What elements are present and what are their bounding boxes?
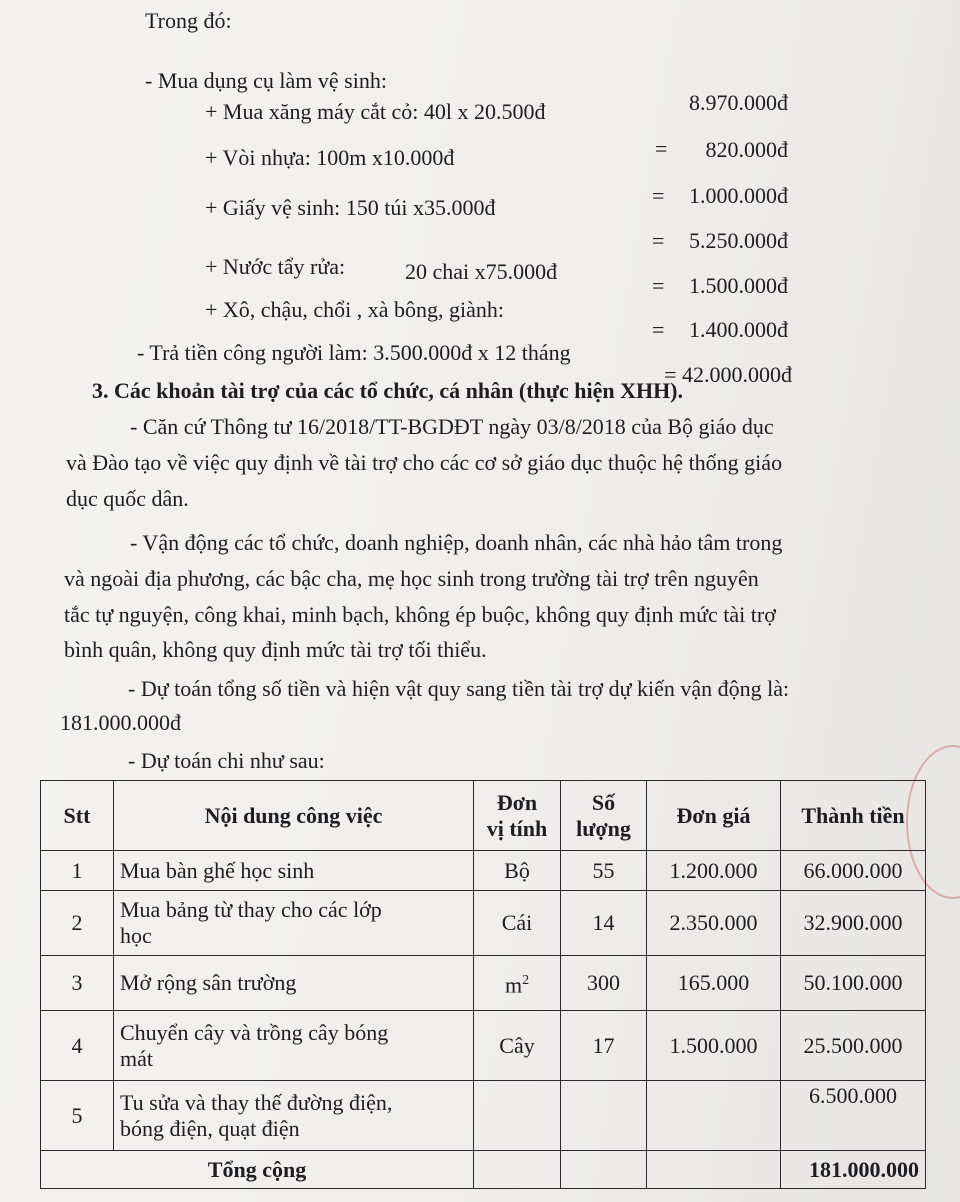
paragraph-line: và ngoài địa phương, các bậc cha, mẹ học sinh trong trường tài trợ trên nguyên <box>64 566 759 591</box>
row-content <box>114 1081 474 1151</box>
paragraph-line: tắc tự nguyện, công khai, minh bạch, không ép buộc, không quy định mức tài trợ <box>64 602 776 627</box>
header-price: Đơn giá <box>647 781 781 851</box>
cleaning-item-label: + Mua xăng máy cắt cỏ: 40l x 20.500đ <box>205 99 546 124</box>
row-price: 2.350.000 <box>647 891 781 956</box>
row-content-line1: Chuyển cây và trồng cây bóng <box>120 1019 389 1045</box>
row-total: 6.500.000 <box>781 1081 926 1151</box>
paragraph-line: bình quân, không quy định mức tài trợ tối thiểu. <box>64 637 487 662</box>
row-content <box>114 891 474 956</box>
header-qty <box>561 781 647 851</box>
table-row <box>41 1081 926 1151</box>
total-empty-cell <box>474 1151 561 1189</box>
row-unit <box>474 1081 561 1151</box>
row-price: 1.500.000 <box>647 1011 781 1081</box>
cleaning-item-amount: 5.250.000đ <box>689 228 788 253</box>
cleaning-item-label: + Giấy vệ sinh: 150 túi x35.000đ <box>205 195 496 220</box>
cleaning-item-eq: = <box>652 273 665 298</box>
sponsorship-total-amount: 181.000.000đ <box>60 710 181 735</box>
row-content-line2: mát <box>120 1045 153 1071</box>
cleaning-item-label: + Nước tẩy rửa: <box>205 254 346 279</box>
row-unit <box>474 956 561 1011</box>
table-row <box>41 891 926 956</box>
row-unit-text: m <box>504 972 523 998</box>
row-qty: 55 <box>561 851 647 891</box>
cleaning-item-amount: 1.000.000đ <box>689 183 788 208</box>
header-total: Thành tiền <box>781 781 926 851</box>
paragraph-line: - Căn cứ Thông tư 16/2018/TT-BGDĐT ngày 03/8/2018 của Bộ giáo dục <box>130 414 774 439</box>
table-total-row <box>41 1151 926 1189</box>
total-empty-cell <box>647 1151 781 1189</box>
header-qty-line1: Số <box>591 789 616 815</box>
row-content-line1: Tu sửa và thay thế đường điện, <box>120 1089 393 1115</box>
paragraph-line: - Vận động các tổ chức, doanh nghiệp, doanh nhân, các nhà hảo tâm trong <box>130 530 783 555</box>
header-unit-line2: vị tính <box>486 815 548 841</box>
row-qty: 17 <box>561 1011 647 1081</box>
row-qty: 300 <box>561 956 647 1011</box>
row-stt: 4 <box>41 1011 114 1081</box>
total-label: Tổng cộng <box>41 1151 474 1189</box>
table-header-row <box>41 781 926 851</box>
cleaning-subtotal: 8.970.000đ <box>689 90 788 115</box>
budget-table <box>40 780 926 1189</box>
row-price: 165.000 <box>647 956 781 1011</box>
cleaning-item-qty: 20 chai x75.000đ <box>405 259 558 284</box>
row-unit: Cái <box>474 891 561 956</box>
row-content-line1: Mở rộng sân trường <box>120 970 297 995</box>
row-price <box>647 1081 781 1151</box>
row-stt: 2 <box>41 891 114 956</box>
row-content <box>114 851 474 891</box>
row-unit-superscript: 2 <box>522 972 530 988</box>
cleaning-item-eq: = <box>652 183 665 208</box>
row-content-line2: bóng điện, quạt điện <box>120 1115 300 1141</box>
row-content-line1: Mua bảng từ thay cho các lớp <box>120 897 382 922</box>
row-content <box>114 1011 474 1081</box>
row-total: 66.000.000 <box>781 851 926 891</box>
row-content-line1: Mua bàn ghế học sinh <box>120 857 315 883</box>
cleaning-item-amount: 1.500.000đ <box>689 273 788 298</box>
row-unit: Cây <box>474 1011 561 1081</box>
header-qty-line2: lượng <box>576 815 631 841</box>
row-price: 1.200.000 <box>647 851 781 891</box>
labor-amount: = 42.000.000đ <box>664 362 792 387</box>
cleaning-item-eq: = <box>652 228 665 253</box>
cleaning-heading: - Mua dụng cụ làm vệ sinh: <box>145 68 387 93</box>
header-content: Nội dung công việc <box>114 781 474 851</box>
total-empty-cell <box>561 1151 647 1189</box>
header-unit-line1: Đơn <box>496 789 538 815</box>
cleaning-item-label: + Vòi nhựa: 100m x10.000đ <box>205 145 455 170</box>
cleaning-item-label: + Xô, chậu, chổi , xà bông, giành: <box>205 297 504 322</box>
row-stt: 3 <box>41 956 114 1011</box>
row-stt: 1 <box>41 851 114 891</box>
row-total: 32.900.000 <box>781 891 926 956</box>
section-3-title: 3. Các khoản tài trợ của các tổ chức, cá nhân (thực hiện XHH). <box>92 378 684 403</box>
trong-do-label: Trong đó: <box>145 8 232 33</box>
cleaning-item-eq: = <box>652 317 665 342</box>
row-total: 25.500.000 <box>781 1011 926 1081</box>
table-row <box>41 1011 926 1081</box>
paragraph-line: dục quốc dân. <box>66 486 189 511</box>
row-unit: Bộ <box>474 851 561 891</box>
row-qty: 14 <box>561 891 647 956</box>
paragraph-line: và Đào tạo về việc quy định về tài trợ cho các cơ sở giáo dục thuộc hệ thống giáo <box>66 450 783 475</box>
row-content-line2: học <box>120 923 152 948</box>
row-content <box>114 956 474 1011</box>
row-qty <box>561 1081 647 1151</box>
paragraph-line: - Dự toán tổng số tiền và hiện vật quy sang tiền tài trợ dự kiến vận động là: <box>128 676 790 701</box>
table-row <box>41 851 926 891</box>
estimate-heading: - Dự toán chi như sau: <box>128 748 325 773</box>
total-value: 181.000.000 <box>781 1151 926 1189</box>
labor-label: - Trả tiền công người làm: 3.500.000đ x 12 tháng <box>137 340 571 365</box>
cleaning-item-amount: 1.400.000đ <box>689 317 788 342</box>
row-total: 50.100.000 <box>781 956 926 1011</box>
cleaning-item-eq: = <box>655 136 668 161</box>
header-stt: Stt <box>41 781 114 851</box>
header-unit <box>474 781 561 851</box>
cleaning-item-amount: 820.000đ <box>705 137 788 162</box>
table-row <box>41 956 926 1011</box>
row-stt: 5 <box>41 1081 114 1151</box>
